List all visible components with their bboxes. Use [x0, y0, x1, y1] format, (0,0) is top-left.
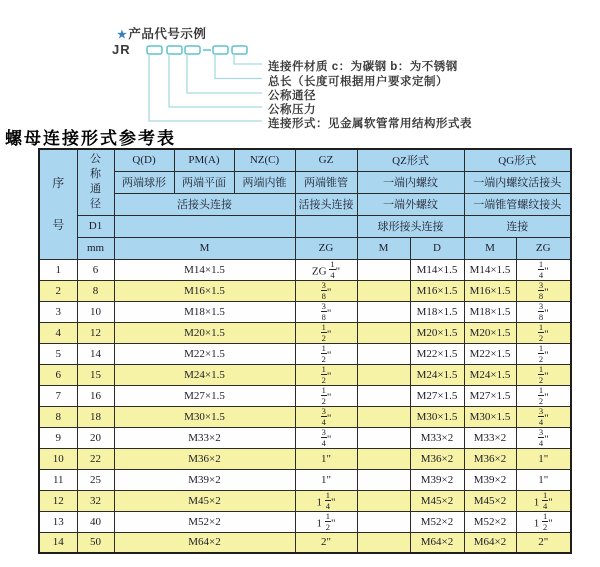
cell-seq: 11	[39, 469, 77, 490]
table-row	[39, 490, 571, 511]
cell-gz-zg: 1"	[295, 448, 357, 469]
cell-qz-d: M33×2	[410, 427, 464, 448]
header-conn-gz: 活接头连接	[295, 193, 357, 215]
cell-qg-m: M39×2	[464, 469, 516, 490]
cell-qg-m: M24×1.5	[464, 364, 516, 385]
cell-gz-zg: $\frac{3}{4}$ "	[295, 406, 357, 427]
cell-qg-m: M27×1.5	[464, 385, 516, 406]
table-row	[39, 448, 571, 469]
diagram-label-pressure: 公称压力	[268, 104, 316, 116]
header-conn-qz: 一端外螺纹	[357, 193, 464, 215]
cell-m: M20×1.5	[114, 322, 295, 343]
cell-qg-m: M64×2	[464, 532, 516, 553]
header-group-gz: GZ	[295, 149, 357, 171]
table-row	[39, 469, 571, 490]
cell-qz-d: M52×2	[410, 511, 464, 532]
header-seq: 序 号	[39, 149, 77, 259]
table-row	[39, 280, 571, 301]
fraction: $\frac{1}{2}$	[321, 343, 326, 364]
cell-gz-zg: 1 $\frac{1}{4}$ "	[295, 490, 357, 511]
table-row	[39, 343, 571, 364]
cell-dn: 32	[77, 490, 114, 511]
cell-dn: 14	[77, 343, 114, 364]
cell-gz-zg: $\frac{3}{4}$ "	[295, 427, 357, 448]
header-unit: mm	[77, 237, 114, 259]
cell-dn: 50	[77, 532, 114, 553]
cell-gz-zg: $\frac{1}{2}$ "	[295, 364, 357, 385]
cell-gz-zg: $\frac{3}{8}$ "	[295, 280, 357, 301]
cell-qz-m	[357, 406, 410, 427]
header-nominal-diameter: 公 称 通 径	[77, 149, 114, 215]
header-thread-m: M	[114, 237, 295, 259]
cell-dn: 22	[77, 448, 114, 469]
header-group-q: Q(D)	[114, 149, 174, 171]
cell-m: M16×1.5	[114, 280, 295, 301]
cell-m: M22×1.5	[114, 343, 295, 364]
fraction: $\frac{1}{2}$	[321, 322, 326, 343]
cell-qg-zg: $\frac{1}{2}$ "	[516, 385, 571, 406]
cell-gz-zg: 1 $\frac{1}{2}$ "	[295, 511, 357, 532]
fraction: $\frac{3}{4}$	[321, 427, 326, 448]
cell-qg-zg: $\frac{3}{4}$ "	[516, 427, 571, 448]
cell-qz-d: M39×2	[410, 469, 464, 490]
star-icon: ★	[117, 29, 128, 41]
cell-dn: 25	[77, 469, 114, 490]
cell-gz-zg: 2"	[295, 532, 357, 553]
cell-qg-m: M14×1.5	[464, 259, 516, 280]
cell-m: M45×2	[114, 490, 295, 511]
header-conn-union: 活接头连接	[114, 193, 295, 215]
fraction: $\frac{1}{2}$	[321, 364, 326, 385]
header-ends-nz: 两端内锥	[234, 171, 295, 193]
cell-seq: 12	[39, 490, 77, 511]
table-row	[39, 406, 571, 427]
product-code-prefix: JR	[112, 42, 131, 57]
diagram-label-form: 连接形式：见金属软管常用结构形式表	[268, 118, 472, 130]
diagram-heading-text: 产品代号示例	[128, 27, 207, 41]
cell-qg-zg: $\frac{3}{8}$ "	[516, 301, 571, 322]
fraction: $\frac{3}{4}$	[538, 427, 544, 448]
table-row	[39, 385, 571, 406]
table-body	[39, 259, 571, 553]
header-ends-qg: 一端内螺纹活接头	[464, 171, 571, 193]
cell-m: M64×2	[114, 532, 295, 553]
fraction: $\frac{3}{4}$	[538, 406, 544, 427]
cell-gz-zg: $\frac{1}{2}$ "	[295, 322, 357, 343]
cell-qz-m	[357, 343, 410, 364]
cell-gz-zg: ZG $\frac{1}{4}$ "	[295, 259, 357, 280]
cell-qz-m	[357, 532, 410, 553]
cell-seq: 5	[39, 343, 77, 364]
table-row	[39, 532, 571, 553]
cell-qz-d: M14×1.5	[410, 259, 464, 280]
cell-m: M39×2	[114, 469, 295, 490]
cell-dn: 20	[77, 427, 114, 448]
cell-dn: 12	[77, 322, 114, 343]
reference-table	[38, 148, 572, 554]
connector-line-length	[215, 54, 262, 79]
cell-qz-m	[357, 448, 410, 469]
code-box-4	[213, 46, 228, 54]
cell-qg-zg: $\frac{1}{2}$ "	[516, 322, 571, 343]
cell-gz-zg: 1"	[295, 469, 357, 490]
header-empty-2	[295, 215, 357, 237]
header-thread-qg-zg: ZG	[516, 237, 571, 259]
cell-qz-d: M22×1.5	[410, 343, 464, 364]
cell-seq: 3	[39, 301, 77, 322]
header-ends-pm: 两端平面	[174, 171, 234, 193]
table-row	[39, 427, 571, 448]
fraction: $\frac{1}{4}$	[538, 259, 544, 280]
cell-qg-m: M22×1.5	[464, 343, 516, 364]
cell-dn: 16	[77, 385, 114, 406]
table-row	[39, 322, 571, 343]
header-group-qz: QZ形式	[357, 149, 464, 171]
header-group-pm: PM(A)	[174, 149, 234, 171]
cell-m: M36×2	[114, 448, 295, 469]
cell-m: M14×1.5	[114, 259, 295, 280]
cell-qg-zg: $\frac{3}{8}$ "	[516, 280, 571, 301]
cell-qg-m: M45×2	[464, 490, 516, 511]
cell-qg-zg: 1 $\frac{1}{4}$ "	[516, 490, 571, 511]
header-conn-qg: 一端锥管螺纹接头	[464, 193, 571, 215]
cell-qz-d: M20×1.5	[410, 322, 464, 343]
cell-seq: 2	[39, 280, 77, 301]
cell-dn: 18	[77, 406, 114, 427]
cell-qg-zg: 1"	[516, 448, 571, 469]
fraction: $\frac{3}{8}$	[538, 280, 544, 301]
fraction: $\frac{1}{2}$	[321, 385, 326, 406]
fraction: $\frac{1}{2}$	[543, 511, 548, 532]
cell-qz-m	[357, 322, 410, 343]
diagram-label-diameter: 公称通径	[268, 90, 316, 102]
fraction: $\frac{1}{4}$	[543, 490, 548, 511]
cell-qz-m	[357, 427, 410, 448]
connector-line-diameter	[187, 54, 262, 93]
cell-gz-zg: $\frac{3}{8}$ "	[295, 301, 357, 322]
cell-qz-d: M36×2	[410, 448, 464, 469]
cell-qg-zg: $\frac{1}{2}$ "	[516, 364, 571, 385]
cell-qz-m	[357, 490, 410, 511]
header-d1: D1	[77, 215, 114, 237]
cell-qg-zg: 2"	[516, 532, 571, 553]
cell-qg-m: M18×1.5	[464, 301, 516, 322]
header-thread-qz-m: M	[357, 237, 410, 259]
cell-seq: 10	[39, 448, 77, 469]
fraction: $\frac{3}{8}$	[321, 301, 326, 322]
fraction: $\frac{1}{2}$	[538, 364, 544, 385]
table-row	[39, 301, 571, 322]
fraction: $\frac{1}{4}$	[325, 490, 330, 511]
cell-qg-m: M36×2	[464, 448, 516, 469]
cell-qg-zg: 1"	[516, 469, 571, 490]
cell-qz-d: M16×1.5	[410, 280, 464, 301]
cell-m: M24×1.5	[114, 364, 295, 385]
cell-dn: 8	[77, 280, 114, 301]
header-conn2-qz: 球形接头连接	[357, 215, 464, 237]
cell-m: M30×1.5	[114, 406, 295, 427]
header-ends-qz: 一端内螺纹	[357, 171, 464, 193]
cell-m: M52×2	[114, 511, 295, 532]
cell-qg-zg: $\frac{1}{2}$ "	[516, 343, 571, 364]
cell-qz-d: M27×1.5	[410, 385, 464, 406]
cell-qz-m	[357, 511, 410, 532]
cell-qg-m: M30×1.5	[464, 406, 516, 427]
cell-m: M18×1.5	[114, 301, 295, 322]
cell-qg-m: M20×1.5	[464, 322, 516, 343]
header-empty-1	[114, 215, 295, 237]
header-conn2-qg: 连接	[464, 215, 571, 237]
cell-qz-m	[357, 259, 410, 280]
cell-qz-m	[357, 301, 410, 322]
fraction: $\frac{3}{8}$	[321, 280, 326, 301]
cell-qz-d: M18×1.5	[410, 301, 464, 322]
cell-qz-d: M45×2	[410, 490, 464, 511]
cell-qg-m: M52×2	[464, 511, 516, 532]
cell-qz-d: M30×1.5	[410, 406, 464, 427]
cell-dn: 40	[77, 511, 114, 532]
fraction: $\frac{3}{8}$	[538, 301, 544, 322]
cell-seq: 8	[39, 406, 77, 427]
fraction: $\frac{1}{4}$	[330, 259, 335, 280]
cell-qz-m	[357, 469, 410, 490]
table-row	[39, 511, 571, 532]
cell-seq: 7	[39, 385, 77, 406]
cell-qg-zg: 1 $\frac{1}{2}$ "	[516, 511, 571, 532]
fraction: $\frac{3}{4}$	[321, 406, 326, 427]
cell-dn: 10	[77, 301, 114, 322]
cell-qg-m: M16×1.5	[464, 280, 516, 301]
diagram-heading	[117, 24, 206, 42]
header-thread-zg: ZG	[295, 237, 357, 259]
fraction: $\frac{1}{2}$	[538, 322, 544, 343]
cell-dn: 15	[77, 364, 114, 385]
connector-line-material	[234, 54, 262, 64]
code-box-1	[147, 46, 162, 54]
header-group-nz: NZ(C)	[234, 149, 295, 171]
table-header	[39, 149, 571, 259]
cell-qz-m	[357, 364, 410, 385]
cell-seq: 14	[39, 532, 77, 553]
cell-qg-zg: $\frac{1}{4}$ "	[516, 259, 571, 280]
cell-qz-m	[357, 280, 410, 301]
cell-qg-m: M33×2	[464, 427, 516, 448]
cell-qg-zg: $\frac{3}{4}$ "	[516, 406, 571, 427]
cell-seq: 6	[39, 364, 77, 385]
header-group-qg: QG形式	[464, 149, 571, 171]
header-thread-qg-m: M	[464, 237, 516, 259]
diagram-label-length: 总长（长度可根据用户要求定制）	[268, 75, 448, 88]
cell-m: M33×2	[114, 427, 295, 448]
header-thread-qz-d: D	[410, 237, 464, 259]
table-row	[39, 259, 571, 280]
cell-seq: 4	[39, 322, 77, 343]
fraction: $\frac{1}{2}$	[538, 343, 544, 364]
diagram-label-material: 连接件材质 c：为碳钢 b：为不锈钢	[268, 61, 458, 73]
cell-qz-d: M24×1.5	[410, 364, 464, 385]
code-box-2	[167, 46, 182, 54]
code-box-5	[232, 46, 247, 54]
cell-qz-m	[357, 385, 410, 406]
cell-qz-d: M64×2	[410, 532, 464, 553]
fraction: $\frac{1}{2}$	[538, 385, 544, 406]
cell-seq: 9	[39, 427, 77, 448]
table-title: 螺母连接形式参考表	[5, 129, 176, 149]
header-ends-q: 两端球形	[114, 171, 174, 193]
cell-m: M27×1.5	[114, 385, 295, 406]
fraction: $\frac{1}{2}$	[325, 511, 330, 532]
header-ends-gz: 两端锥管	[295, 171, 357, 193]
cell-seq: 13	[39, 511, 77, 532]
cell-dn: 6	[77, 259, 114, 280]
cell-gz-zg: $\frac{1}{2}$ "	[295, 343, 357, 364]
code-box-3	[185, 46, 200, 54]
cell-seq: 1	[39, 259, 77, 280]
cell-gz-zg: $\frac{1}{2}$ "	[295, 385, 357, 406]
table-row	[39, 364, 571, 385]
